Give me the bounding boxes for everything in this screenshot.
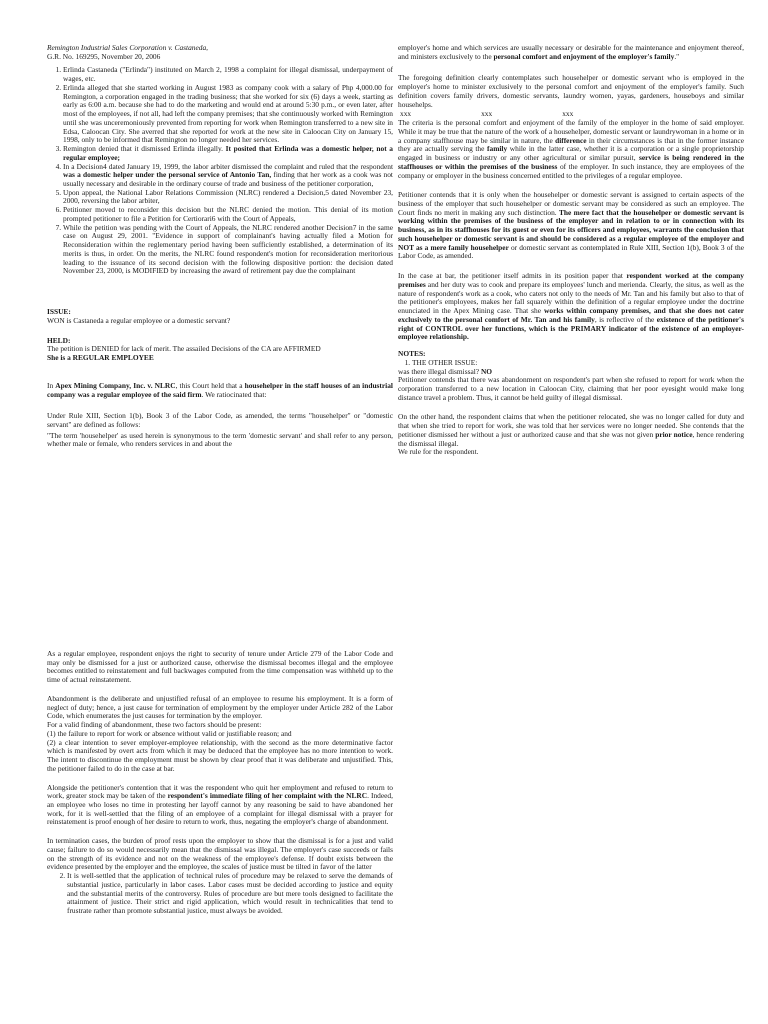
definition-analysis: The foregoing definition clearly contemplates such househelper or domestic servant who is employed in the employer's home to minister exclusively to the personal comfort and enjoyment of the employer's family. Such definition covers family drivers, domestic servants, laundry women, yayas, gardeners, houseboys and similar househelps. <box>398 73 744 109</box>
case-citation: G.R. No. 169295, November 20, 2006 <box>47 51 161 61</box>
technical-rules-item: 2. It is well-settled that the application of technical rules of procedure may be relaxed to serve the demands of substantial justice, particularly in labor cases. Labor cases must be decided according to justice and equity and the substantial merits of the controversy. Rules of procedure are but mere tools designed to facilitate the attainment of justice. Their strict and rigid application, which would result in technicalities that tend to frustrate rather than promote substantial justice, must always be avoided. <box>67 872 393 916</box>
fact-item: 1. Erlinda Castaneda ("Erlinda") instituted on March 2, 1998 a complaint for illegal dismissal, underpayment of wages, etc. <box>63 66 393 83</box>
abandonment-factors: For a valid finding of abandonment, these two factors should be present: <box>47 720 262 730</box>
case-at-bar-paragraph: In the case at bar, the petitioner itself admits in its position paper that respondent worked at the company premises and her duty was to cook and prepare its employees' lunch and merienda. Clearly, the situs, as well as the nature of respondent's work as a cook, who caters not only to the needs of Mr. Tan and his family but also to that of the petitioner's employees, makes her fall squarely within the definition of a regular employee under the doctrine enunciated in the Apex Mining case. That she works within company premises, and that she does not cater exclusively to the personal comfort of Mr. Tan and his family, is reflective of the existence of the petitioner's right of CONTROL over her functions, which is the PRIMARY indicator of the existence of an employer-employee relationship. <box>398 271 744 342</box>
fact-text: In a Decision4 dated January 19, 1999, the labor arbiter dismissed the complaint and ruled that the respondent <box>63 161 393 171</box>
left-column-bottom <box>47 650 393 916</box>
fact-bold: It posited that Erlinda was a domestic helper, not a regular employee; <box>63 144 393 162</box>
issue-text: WON is Castaneda a regular employee or a domestic servant? <box>47 315 231 325</box>
ellipsis-row: xxx xxx xxx <box>400 109 574 119</box>
other-question: was there illegal dismissal? NO <box>398 366 493 376</box>
fact-item <box>63 145 393 162</box>
fact-item: 7. While the petition was pending with the Court of Appeals, the NLRC rendered another Decision7 in the same case on August 29, 2001. "Evidence in support of complainant's having actually filed a Motion for Reconsideration within the reglementary period having been sufficiently established, a determination of its merits is thus, in order. On the merits, the NLRC found respondent's motion for reconsideration meritorious leading to the issuance of its second decision with the following dispositive portion: the decision dated November 23, 2000, is MODIFIED by increasing the award of retirement pay due the complainant <box>63 224 393 276</box>
fact-item: 6. Petitioner moved to reconsider this decision but the NLRC denied the motion. This denial of its motion prompted petitioner to file a Petition for Certiorari6 with the Court of Appeals, <box>63 206 393 223</box>
labor-code-paragraph: Under Rule XIII, Section 1(b), Book 3 of the Labor Code, as amended, the terms "househelper" or "domestic servant" are defined as follows: <box>47 411 393 429</box>
abandonment-factor-2: (2) a clear intention to sever employer-employee relationship, with the second as the more determinative factor which is manifested by overt acts from which it may be deduced that the employee has no more intention to work. The intent to discontinue the employment must be shown by clear proof that it was deliberate and unjustified. This, the petitioner failed to do in the case at bar. <box>47 737 393 773</box>
fact-item: 2. Erlinda alleged that she started working in August 1983 as company cook with a salary of Php 4,000.00 for Remington, a corporation engaged in the trading business; that she worked for six (6) days a week, starting as early as 6:00 a.m. because she had to do the marketing and would end at around 5:30 p.m., or even later, after most of the employees, if not all, had left the company premises; that she continuously worked with Remington until she was unceremoniously prevented from reporting for work when Remington transferred to a new site in Edsa, Caloocan City. She averred that she reported for work at the new site in Caloocan City on January 15, 1998, only to be informed that Remington no longer needed her services. <box>63 84 393 145</box>
other-paragraph-2: On the other hand, the respondent claims that when the petitioner relocated, she was no longer called for duty and that when she tried to report for work, she was told that her services were no longer needed. She contends that the petitioner dismissed her without a just or authorized cause and that she was not given prior notice, hence rendering the dismissal illegal. <box>398 412 745 448</box>
definition-continued: employer's home and which services are usually necessary or desirable for the maintenance and enjoyment thereof, and ministers exclusively to the personal comfort and enjoyment of the employer's family." <box>398 43 744 61</box>
held-text: The petition is DENIED for lack of merit. The assailed Decisions of the CA are AFFIRMED <box>47 344 321 354</box>
complaint-paragraph: Alongside the petitioner's contention that it was the respondent who quit her employment and refused to return to work, greater stock may be taken of the respondent's immediate filing of her complaint with the NLRC. Indeed, an employee who loses no time in protesting her layoff cannot by any reasoning be said to have abandoned her work, for it is well-settled that the filing of an employee of a complaint for illegal dismissal with a prayer for reinstatement is proof enough of her desire to return to work, thus, negating the employer's charge of abandonment. <box>47 782 393 827</box>
criteria-paragraph: The criteria is the personal comfort and enjoyment of the family of the employer in the home of said employer. While it may be true that the nature of the work of a househelper, domestic servant or laundrywoman in a home or in a company staffhouse may be similar in nature, the difference in their circumstances is that in the former instance they are actually serving the family while in the latter case, whether it is a corporation or a single proprietorship engaged in business or industry or any other agricultural or similar pursuit, service is being rendered in the staffhouses or within the premises of the business of the employer. In such instance, they are employees of the company or employer in the business concerned entitled to the privileges of a regular employee. <box>398 118 744 180</box>
petitioner-paragraph: Petitioner contends that it is only when the househelper or domestic servant is assigned to certain aspects of the business of the employer that such househelper or domestic servant may be considered as such an employee. The Court finds no merit in making any such distinction. The mere fact that the househelper or domestic servant is working within the premises of the business of the employer and in relation to or in connection with its business, as in its staffhouses for its guest or even for its officers and employees, warrants the conclusion that such househelper or domestic servant is and should be considered as a regular employee of the employer and NOT as a mere family househelper or domestic servant as contemplated in Rule XIII, Section 1(b), Book 3 of the Labor Code, as amended. <box>398 190 744 261</box>
fact-item: 5. Upon appeal, the National Labor Relations Commission (NLRC) rendered a Decision,5 dated November 23, 2000, reversing the labor arbiter, <box>63 189 393 206</box>
labor-code-definition: "The term 'househelper' as used herein is synonymous to the term 'domestic servant' and shall refer to any person, whether male or female, who renders services in and about the <box>47 430 393 449</box>
left-column-top <box>47 44 393 456</box>
notes-label: NOTES: <box>398 349 426 359</box>
fact-text: finding that her work as a cook was not usually necessary and desirable in the ordinary course of trade and business of the petitioner corporation, <box>63 170 393 189</box>
other-issue: 1. THE OTHER ISSUE: <box>412 359 744 368</box>
fact-bold: was a domestic helper under the personal service of Antonio Tan, <box>63 170 272 180</box>
fact-text: Remington denied that it dismissed Erlinda illegally. <box>63 144 224 154</box>
issue-label: ISSUE: <box>47 307 71 317</box>
fact-item <box>63 163 393 189</box>
held-label: HELD: <box>47 335 71 345</box>
other-paragraph-3: We rule for the respondent. <box>398 447 479 457</box>
facts-list <box>47 66 393 276</box>
other-paragraph-1: Petitioner contends that there was abandonment on respondent's part when she refused to report for work when the corporation transferred to a new location in Caloocan City, claiming that her poor eyesight would make long distance travel a problem. Thus, it cannot be held guilty of illegal dismissal. <box>398 375 744 402</box>
bottom-notes-list <box>47 872 393 916</box>
held-text-2: She is a REGULAR EMPLOYEE <box>47 353 154 363</box>
case-title: Remington Industrial Sales Corporation v. Castaneda, <box>47 43 209 52</box>
right-column-top <box>398 44 744 457</box>
abandonment-paragraph: Abandonment is the deliberate and unjustified refusal of an employee to resume his employment. It is a form of neglect of duty; hence, a just cause for termination of employment by the employer under Article 282 of the Labor Code, which enumerates the just causes for termination by the employer. <box>47 693 393 721</box>
apex-paragraph: In Apex Mining Company, Inc. v. NLRC, this Court held that a househelper in the staff houses of an industrial company was a regular employee of the said firm. We ratiocinated that: <box>47 380 393 399</box>
regular-employee-paragraph: As a regular employee, respondent enjoys the right to security of tenure under Article 279 of the Labor Code and may only be dismissed for a just or authorized cause, otherwise the dismissal becomes illegal and the employee becomes entitled to reinstatement and full backwages computed from the time compensation was withheld up to the time of actual reinstatement. <box>47 649 393 685</box>
burden-of-proof-paragraph: In termination cases, the burden of proof rests upon the employer to show that the dismissal is for a just and valid cause; failure to do so would necessarily mean that the dismissal was illegal. The employer's case succeeds or fails on the strength of its evidence and not on the weakness of the employee's defense. If doubt exists between the evidence presented by the employer and the employee, the scales of justice must be tilted in favor of the latter <box>47 836 393 872</box>
abandonment-factor-1: (1) the failure to report for work or absence without valid or justifiable reason; and <box>47 728 292 738</box>
